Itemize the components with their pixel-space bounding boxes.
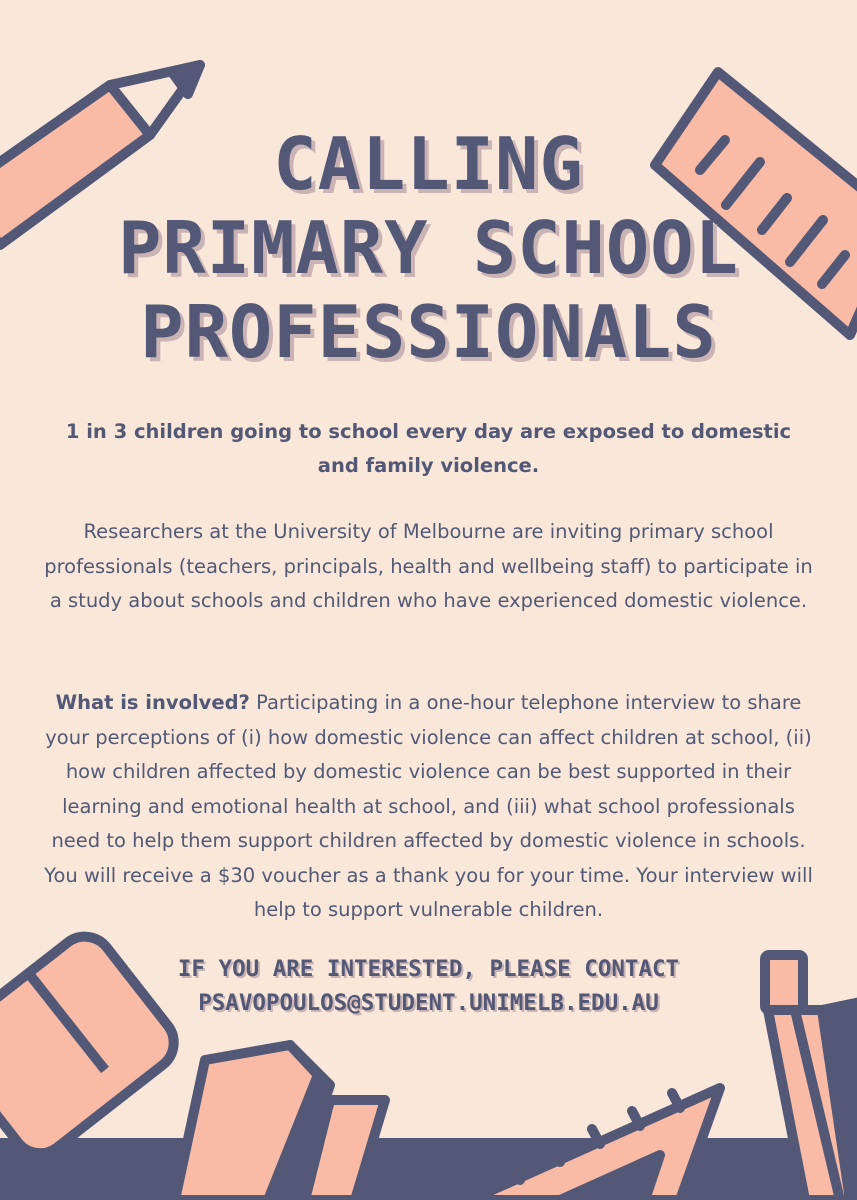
contact-callout xyxy=(0,952,857,1020)
contact-email: PSAVOPOULOS@STUDENT.UNIMELB.EDU.AU xyxy=(198,990,659,1016)
intro-statement: 1 in 3 children going to school every day are exposed to domestic and family violence. xyxy=(65,420,792,477)
pen-illustration xyxy=(175,1045,385,1200)
title-line: PROFESSIONALS xyxy=(140,290,717,374)
bottom-band xyxy=(0,1138,857,1200)
involvement-description xyxy=(40,686,817,928)
title-line: PRIMARY SCHOOL xyxy=(118,206,739,290)
contact-prompt: IF YOU ARE INTERESTED, PLEASE CONTACT xyxy=(177,956,680,982)
study-description: Researchers at the University of Melbourne are inviting primary school professionals (teachers, principals, health and wellbeing staff) to participate in a study about schools and children who have experienced domestic violence. xyxy=(44,520,813,612)
involvement-body: Participating in a one-hour telephone interview to share your perceptions of (i) how domestic violence can affect children at school, (ii) how children affected by domestic violence can be best supported in their learning and emotional health at school, and (iii) what school professionals need to help them support children affected by domestic violence in schools. You will receive a $30 voucher as a thank you for your time. Your interview will help to support vulnerable children. xyxy=(44,691,813,921)
title-line: CALLING xyxy=(273,122,584,206)
poster-title xyxy=(0,122,857,374)
involvement-heading: What is involved? xyxy=(55,691,250,714)
